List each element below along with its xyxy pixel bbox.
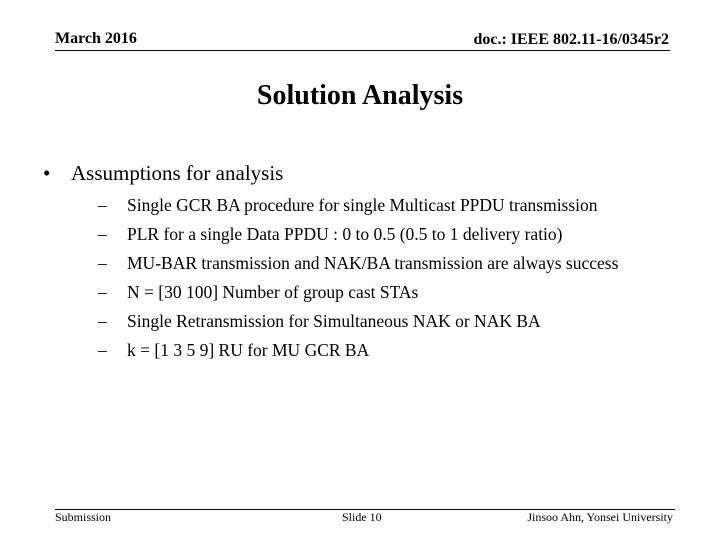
sub-bullet [98,336,618,365]
slide-title: Solution Analysis [256,80,464,111]
dash-marker: – [98,340,107,360]
bullet-marker: • [43,161,51,185]
sub-bullet-text: PLR for a single Data PPDU : 0 to 0.5 (0.5 to 1 delivery ratio) [127,224,563,244]
header-doc-id: doc.: IEEE 802.11-16/0345r2 [473,31,669,48]
sub-bullet [98,249,618,278]
footer-slide-number: Slide 10 [342,510,382,524]
main-bullet-text: Assumptions for analysis [71,161,284,185]
sub-bullet-text: N = [30 100] Number of group cast STAs [127,282,419,302]
sub-bullet [98,191,618,220]
sub-bullet-list [98,191,618,365]
dash-marker: – [98,311,107,331]
sub-bullet [98,220,618,249]
dash-marker: – [98,195,107,215]
main-bullet [43,160,283,186]
dash-marker: – [98,224,107,244]
sub-bullet-text: MU-BAR transmission and NAK/BA transmission are always success [127,253,619,273]
footer-author: Jinsoo Ahn, Yonsei University [527,510,673,524]
sub-bullet-text: Single GCR BA procedure for single Multicast PPDU transmission [127,195,598,215]
sub-bullet [98,278,618,307]
dash-marker: – [98,253,107,273]
dash-marker: – [98,282,107,302]
sub-bullet-text: Single Retransmission for Simultaneous NAK or NAK BA [127,311,541,331]
footer-submission: Submission [55,510,112,524]
sub-bullet [98,307,618,336]
header-divider [55,50,670,51]
header-date: March 2016 [55,30,137,47]
sub-bullet-text: k = [1 3 5 9] RU for MU GCR BA [127,340,370,360]
